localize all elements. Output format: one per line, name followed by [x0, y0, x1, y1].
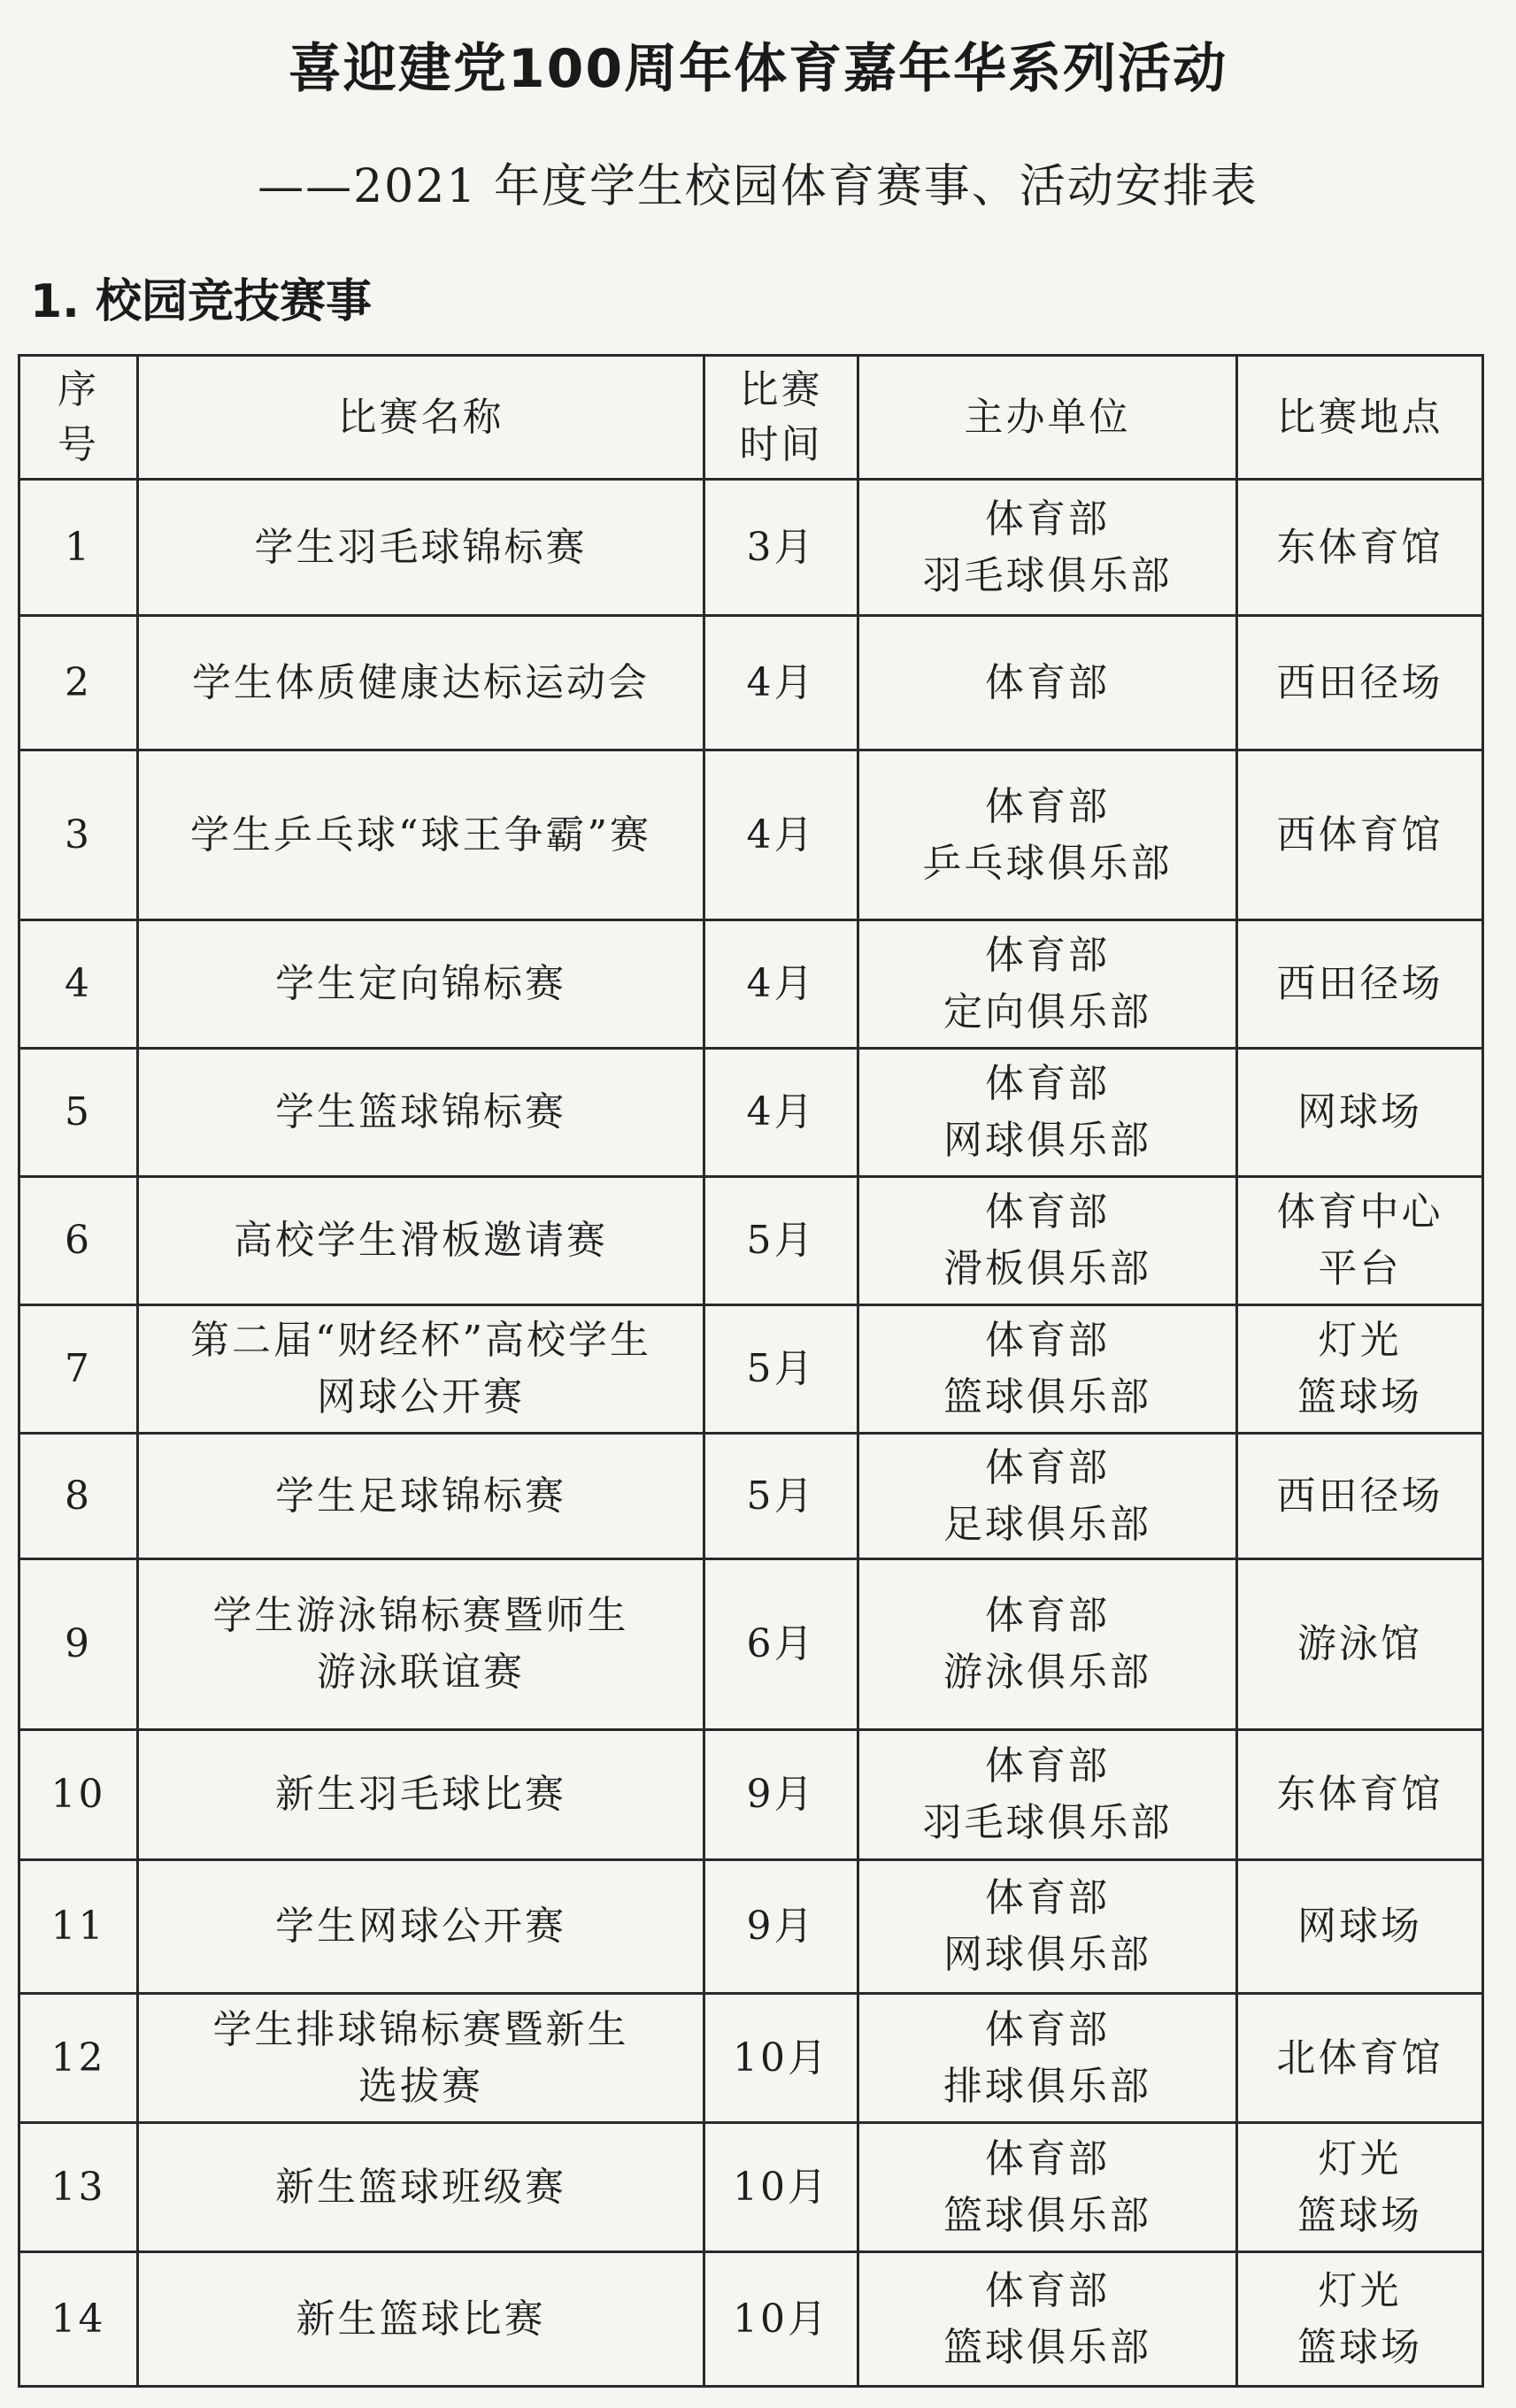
- cell-time: 10月: [704, 2123, 858, 2252]
- cell-time: 9月: [704, 1730, 858, 1860]
- cell-time: 5月: [704, 1177, 858, 1305]
- cell-venue: 东体育馆: [1237, 480, 1483, 616]
- header-seq: 序 号: [19, 356, 138, 480]
- cell-time: 6月: [704, 1559, 858, 1730]
- cell-org: 体育部 定向俱乐部: [858, 920, 1237, 1049]
- cell-time: 10月: [704, 2252, 858, 2387]
- cell-venue: 北体育馆: [1237, 1994, 1483, 2123]
- cell-name: 第二届“财经杯”高校学生 网球公开赛: [138, 1305, 704, 1434]
- table-row: [19, 616, 1483, 750]
- cell-venue: 东体育馆: [1237, 1730, 1483, 1860]
- cell-no: 14: [19, 2252, 138, 2387]
- cell-no: 4: [19, 920, 138, 1049]
- table-row: [19, 1860, 1483, 1994]
- sub-title: ——2021 年度学生校园体育赛事、活动安排表: [258, 160, 1258, 213]
- cell-venue: 灯光 篮球场: [1237, 1305, 1483, 1434]
- cell-name: 新生羽毛球比赛: [138, 1730, 704, 1860]
- cell-org: 体育部 乒乓球俱乐部: [858, 750, 1237, 920]
- cell-name: 高校学生滑板邀请赛: [138, 1177, 704, 1305]
- cell-no: 10: [19, 1730, 138, 1860]
- cell-name: 新生篮球班级赛: [138, 2123, 704, 2252]
- cell-name: 学生篮球锦标赛: [138, 1049, 704, 1177]
- cell-no: 6: [19, 1177, 138, 1305]
- cell-venue: 西田径场: [1237, 1434, 1483, 1559]
- table-row: [19, 750, 1483, 920]
- cell-venue: 西田径场: [1237, 920, 1483, 1049]
- cell-org: 体育部 羽毛球俱乐部: [858, 480, 1237, 616]
- table-row: [19, 920, 1483, 1049]
- header-org: 主办单位: [858, 356, 1237, 480]
- header-venue: 比赛地点: [1237, 356, 1483, 480]
- cell-no: 7: [19, 1305, 138, 1434]
- table-row: [19, 1559, 1483, 1730]
- cell-time: 4月: [704, 750, 858, 920]
- cell-org: 体育部 羽毛球俱乐部: [858, 1730, 1237, 1860]
- table-header-row: [19, 356, 1483, 480]
- cell-org: 体育部 网球俱乐部: [858, 1860, 1237, 1994]
- cell-venue: 灯光 篮球场: [1237, 2252, 1483, 2387]
- cell-name: 学生定向锦标赛: [138, 920, 704, 1049]
- table-row: [19, 480, 1483, 616]
- main-title: 喜迎建党100周年体育嘉年华系列活动: [288, 38, 1228, 100]
- cell-venue: 网球场: [1237, 1049, 1483, 1177]
- cell-name: 学生体质健康达标运动会: [138, 616, 704, 750]
- cell-org: 体育部 足球俱乐部: [858, 1434, 1237, 1559]
- cell-venue: 灯光 篮球场: [1237, 2123, 1483, 2252]
- cell-org: 体育部 篮球俱乐部: [858, 2252, 1237, 2387]
- cell-org: 体育部: [858, 616, 1237, 750]
- cell-no: 11: [19, 1860, 138, 1994]
- cell-venue: 游泳馆: [1237, 1559, 1483, 1730]
- cell-time: 4月: [704, 1049, 858, 1177]
- header-time: 比赛 时间: [704, 356, 858, 480]
- table-row: [19, 1049, 1483, 1177]
- cell-name: 学生游泳锦标赛暨师生 游泳联谊赛: [138, 1559, 704, 1730]
- table-row: [19, 1730, 1483, 1860]
- cell-time: 4月: [704, 920, 858, 1049]
- cell-time: 5月: [704, 1434, 858, 1559]
- cell-name: 新生篮球比赛: [138, 2252, 704, 2387]
- cell-org: 体育部 篮球俱乐部: [858, 1305, 1237, 1434]
- cell-time: 5月: [704, 1305, 858, 1434]
- cell-venue: 西体育馆: [1237, 750, 1483, 920]
- cell-venue: 网球场: [1237, 1860, 1483, 1994]
- table-row: [19, 2252, 1483, 2387]
- cell-no: 12: [19, 1994, 138, 2123]
- cell-name: 学生羽毛球锦标赛: [138, 480, 704, 616]
- schedule-table: [18, 354, 1484, 2388]
- cell-venue: 体育中心 平台: [1237, 1177, 1483, 1305]
- cell-no: 3: [19, 750, 138, 920]
- section-title: 1. 校园竞技赛事: [30, 275, 373, 328]
- table-row: [19, 1434, 1483, 1559]
- cell-time: 3月: [704, 480, 858, 616]
- cell-no: 5: [19, 1049, 138, 1177]
- cell-time: 4月: [704, 616, 858, 750]
- cell-org: 体育部 游泳俱乐部: [858, 1559, 1237, 1730]
- cell-org: 体育部 排球俱乐部: [858, 1994, 1237, 2123]
- header-name: 比赛名称: [138, 356, 704, 480]
- cell-name: 学生排球锦标赛暨新生 选拔赛: [138, 1994, 704, 2123]
- cell-no: 1: [19, 480, 138, 616]
- cell-time: 10月: [704, 1994, 858, 2123]
- table-row: [19, 2123, 1483, 2252]
- cell-venue: 西田径场: [1237, 616, 1483, 750]
- cell-no: 2: [19, 616, 138, 750]
- table-row: [19, 1305, 1483, 1434]
- table-row: [19, 1994, 1483, 2123]
- cell-org: 体育部 篮球俱乐部: [858, 2123, 1237, 2252]
- table-row: [19, 1177, 1483, 1305]
- cell-no: 13: [19, 2123, 138, 2252]
- cell-name: 学生网球公开赛: [138, 1860, 704, 1994]
- cell-no: 9: [19, 1559, 138, 1730]
- cell-name: 学生乒乓球“球王争霸”赛: [138, 750, 704, 920]
- cell-org: 体育部 滑板俱乐部: [858, 1177, 1237, 1305]
- cell-org: 体育部 网球俱乐部: [858, 1049, 1237, 1177]
- cell-name: 学生足球锦标赛: [138, 1434, 704, 1559]
- cell-no: 8: [19, 1434, 138, 1559]
- cell-time: 9月: [704, 1860, 858, 1994]
